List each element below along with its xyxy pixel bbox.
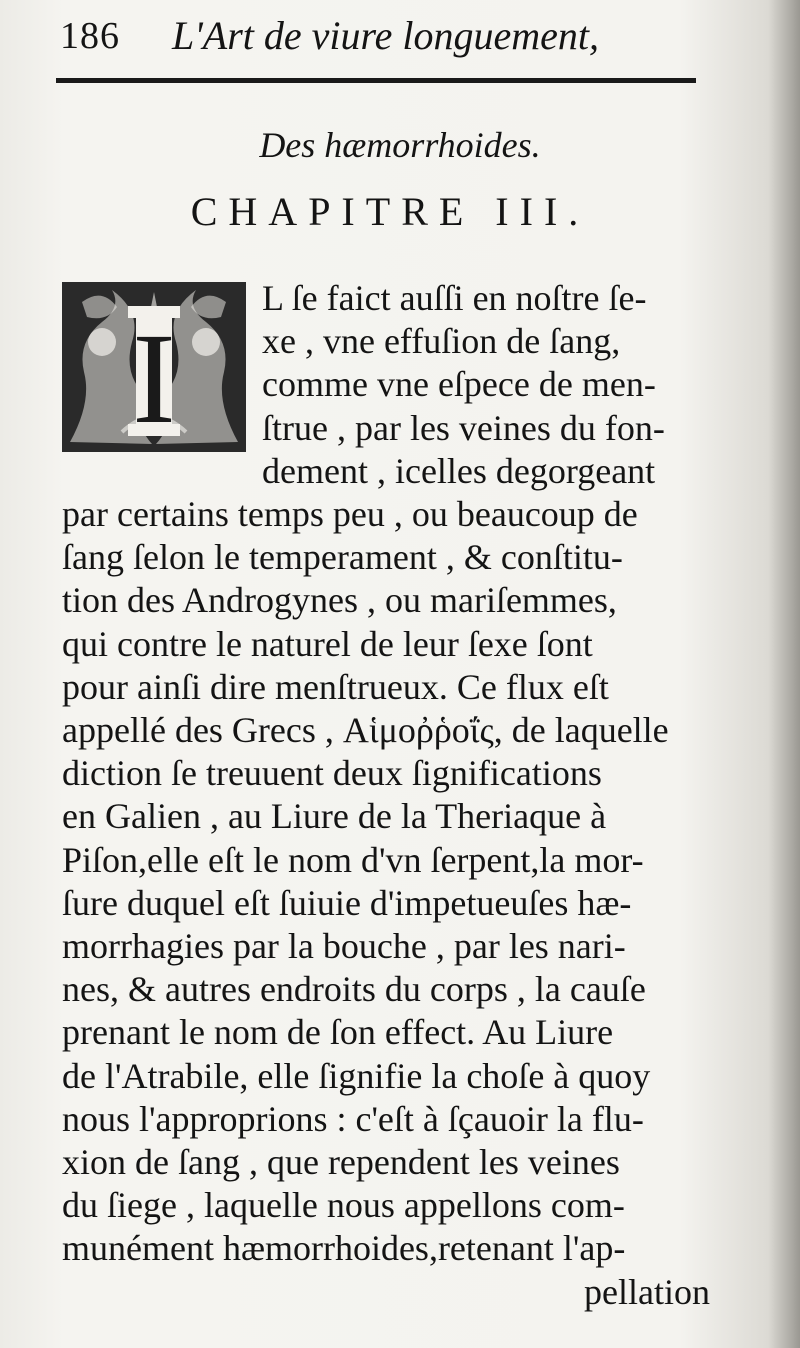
- text-line: morrhagies par la bouche , par les nari-: [62, 926, 626, 966]
- text-line: diction ſe treuuent deux ſignifications: [62, 753, 602, 794]
- text-line: xion de ſang , que rependent les veines: [62, 1142, 620, 1182]
- text-line: pellation: [584, 1271, 710, 1312]
- text-line: munément hæmorrhoides,retenant l'ap-: [62, 1228, 626, 1269]
- text-line: appellé des Grecs , Αἱμοῤῥοΐς, de laquelle: [62, 710, 669, 750]
- text-line: de l'Atrabile, elle ſignifie la choſe à quoy: [62, 1055, 651, 1096]
- chapter-title: CHAPITRE III.: [190, 189, 590, 234]
- text-line: xe , vne effuſion de ſang,: [262, 321, 621, 362]
- text-line: Piſon,elle eſt le nom d'vn ſerpent,la mor-: [62, 839, 644, 880]
- text-line: comme vne eſpece de men-: [262, 364, 656, 405]
- header-rule: [56, 78, 696, 83]
- text-line: prenant le nom de ſon effect. Au Liure: [62, 1012, 614, 1053]
- text-line: nous l'approprions : c'eſt à ſçauoir la flu-: [62, 1098, 644, 1139]
- text-line: en Galien , au Liure de la Theriaque à: [62, 796, 607, 837]
- page-number: 186: [60, 15, 120, 57]
- text-line: nes, & autres endroits du corps , la cauſe: [62, 969, 646, 1010]
- text-line: par certains temps peu , ou beaucoup de: [62, 494, 638, 534]
- text-line: du ſiege , laquelle nous appellons com-: [62, 1185, 625, 1226]
- section-title: Des hæmorrhoides.: [259, 125, 541, 165]
- text-line: pour ainſi dire menſtrueux. Ce flux eſt: [62, 666, 609, 707]
- text-line: ſtrue , par les veines du fon-: [262, 407, 665, 448]
- text-line: ſang ſelon le temperament , & conſtitu-: [62, 537, 623, 578]
- initial-letter: I: [132, 307, 176, 451]
- text-line: L ſe faict auſſi en noſtre ſe-: [262, 278, 647, 318]
- text-line: tion des Androgynes , ou mariſemmes,: [62, 580, 617, 621]
- text-line: qui contre le naturel de leur ſexe ſont: [62, 623, 593, 664]
- text-line: dement , icelles degorgeant: [262, 450, 656, 491]
- running-title: L'Art de viure longuement,: [172, 13, 599, 58]
- decorated-initial-illustration: [62, 282, 246, 452]
- text-line: ſure duquel eſt ſuiuie d'impetueuſes hæ-: [62, 882, 632, 923]
